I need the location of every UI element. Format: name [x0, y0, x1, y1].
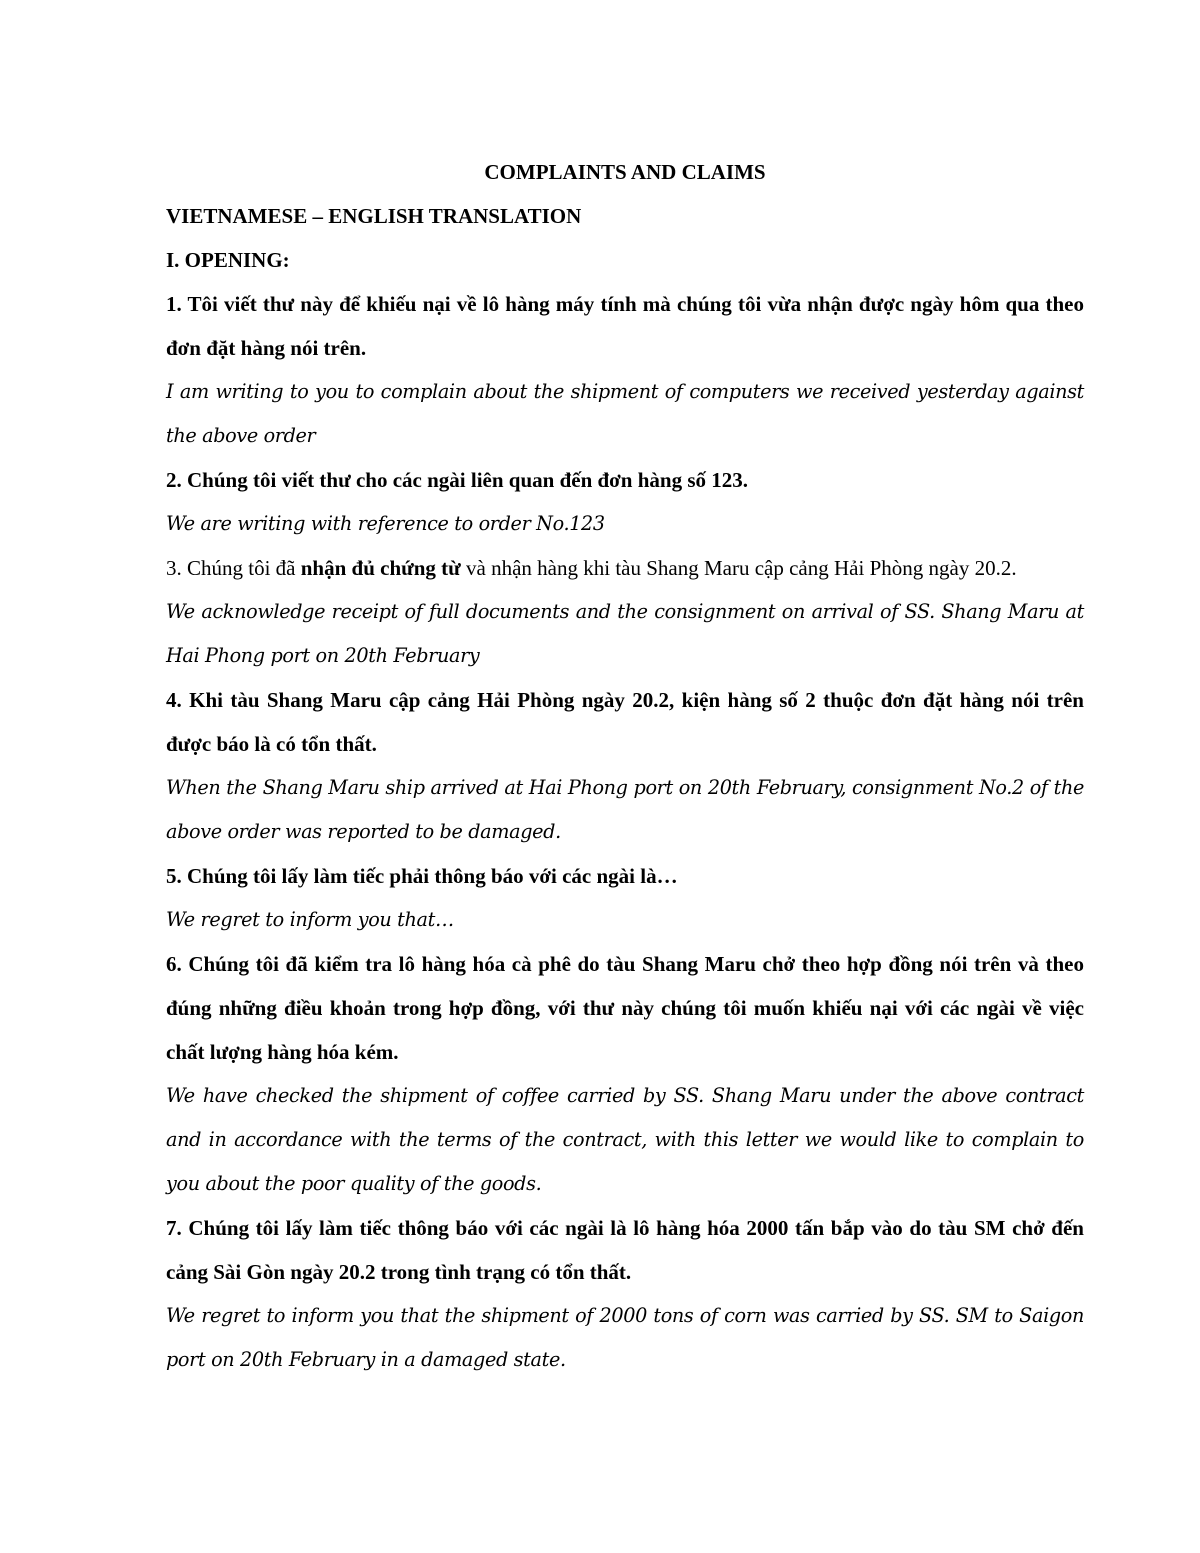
english-translation-3: We acknowledge receipt of full documents and the consignment on arrival of SS. Shang Maru at Hai Phong port on 20th February — [166, 600, 1084, 667]
section-heading: I. OPENING: — [166, 248, 290, 272]
vietnamese-sentence-1: 1. Tôi viết thư này để khiếu nại về lô hàng máy tính mà chúng tôi vừa nhận được ngày hôm qua theo đơn đặt hàng nói trên. — [166, 292, 1084, 360]
vietnamese-sentence-5: 5. Chúng tôi lấy làm tiếc phải thông báo với các ngài là… — [166, 864, 678, 888]
vietnamese-sentence-3 — [166, 546, 1084, 590]
vietnamese-sentence-3-start: 3. Chúng tôi đã — [166, 556, 301, 580]
english-translation-5: We regret to inform you that… — [166, 908, 454, 931]
english-translation-1: I am writing to you to complain about the shipment of computers we received yesterday against the above order — [166, 380, 1084, 447]
vietnamese-sentence-6: 6. Chúng tôi đã kiểm tra lô hàng hóa cà phê do tàu Shang Maru chở theo hợp đồng nói trên và theo đúng những điều khoản trong hợp đồng, với thư này chúng tôi muốn khiếu nại với các ngài về việc chất lượng hàng hóa kém. — [166, 952, 1084, 1064]
vietnamese-sentence-3-emphasis: nhận đủ chứng từ — [300, 556, 461, 580]
document-page — [166, 150, 1084, 1382]
vietnamese-sentence-3-end: và nhận hàng khi tàu Shang Maru cập cảng Hải Phòng ngày 20.2. — [460, 556, 1017, 580]
english-translation-7: We regret to inform you that the shipment of 2000 tons of corn was carried by SS. SM to Saigon port on 20th February in a damaged state. — [166, 1304, 1084, 1371]
english-translation-4: When the Shang Maru ship arrived at Hai Phong port on 20th February, consignment No.2 of the above order was reported to be damaged. — [166, 776, 1084, 843]
document-title: COMPLAINTS AND CLAIMS — [484, 160, 766, 184]
vietnamese-sentence-7: 7. Chúng tôi lấy làm tiếc thông báo với các ngài là lô hàng hóa 2000 tấn bắp vào do tàu SM chở đến cảng Sài Gòn ngày 20.2 trong tình trạng có tổn thất. — [166, 1216, 1084, 1284]
vietnamese-sentence-4: 4. Khi tàu Shang Maru cập cảng Hải Phòng ngày 20.2, kiện hàng số 2 thuộc đơn đặt hàng nói trên được báo là có tổn thất. — [166, 688, 1084, 756]
document-subtitle: VIETNAMESE – ENGLISH TRANSLATION — [166, 204, 582, 228]
english-translation-2: We are writing with reference to order No.123 — [166, 512, 605, 535]
vietnamese-sentence-2: 2. Chúng tôi viết thư cho các ngài liên quan đến đơn hàng số 123. — [166, 468, 749, 492]
english-translation-6: We have checked the shipment of coffee carried by SS. Shang Maru under the above contract and in accordance with the terms of the contract, with this letter we would like to complain to you about the poor quality of the goods. — [166, 1084, 1084, 1195]
